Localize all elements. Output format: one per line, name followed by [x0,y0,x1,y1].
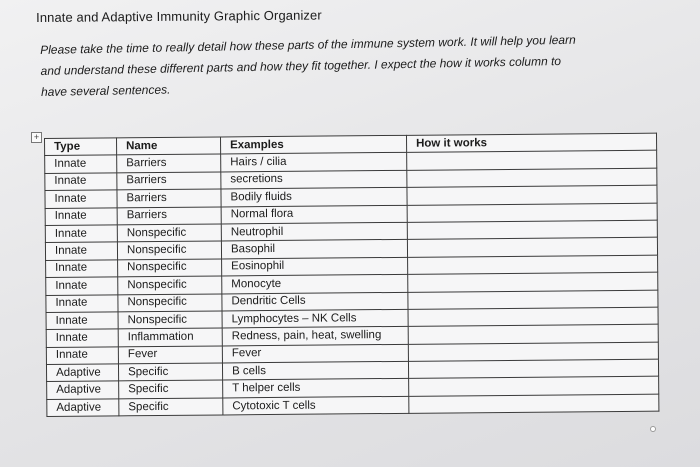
cell-name[interactable]: Nonspecific [118,293,222,311]
cell-name[interactable]: Specific [118,363,222,381]
cell-type[interactable]: Innate [45,190,117,208]
cell-example[interactable]: Cytotoxic T cells [223,396,409,415]
cell-name[interactable]: Nonspecific [117,224,221,242]
cell-example[interactable]: Dendritic Cells [222,292,408,311]
cell-how-it-works[interactable] [407,168,657,188]
cell-example[interactable]: secretions [221,170,407,189]
cell-type[interactable]: Innate [45,225,117,243]
instructions-paragraph [40,28,681,103]
header-how-it-works: How it works [406,133,656,153]
cell-example[interactable]: Redness, pain, heat, swelling [222,327,408,346]
header-name: Name [117,137,221,155]
cell-type[interactable]: Innate [46,312,118,330]
cell-example[interactable]: Fever [222,344,408,363]
cell-name[interactable]: Fever [118,346,222,364]
cell-how-it-works[interactable] [408,307,658,327]
cell-example[interactable]: Hairs / cilia [221,153,407,172]
organizer-table [44,133,659,418]
cell-type[interactable]: Adaptive [47,399,119,417]
cell-example[interactable]: Monocyte [222,274,408,293]
cell-type[interactable]: Adaptive [46,364,118,382]
instructions-line: Please take the time to really detail how these parts of the immune system work. It will help you learn [40,32,576,57]
cell-how-it-works[interactable] [407,185,657,205]
cell-name[interactable]: Barriers [117,172,221,190]
cell-example[interactable]: T helper cells [223,379,409,398]
cell-type[interactable]: Innate [45,242,117,260]
document-title: Innate and Adaptive Immunity Graphic Organizer [36,7,322,25]
cell-name[interactable]: Specific [119,398,223,416]
cell-type[interactable]: Innate [46,260,118,278]
cell-type[interactable]: Innate [46,329,118,347]
cell-how-it-works[interactable] [407,151,657,171]
cell-type[interactable]: Innate [45,207,117,225]
cell-name[interactable]: Nonspecific [118,311,222,329]
cell-example[interactable]: Neutrophil [221,222,407,241]
cell-example[interactable]: Basophil [221,240,407,259]
cell-how-it-works[interactable] [408,342,658,362]
cell-name[interactable]: Barriers [117,207,221,225]
cell-example[interactable]: B cells [222,361,408,380]
cell-type[interactable]: Innate [45,173,117,191]
cell-name[interactable]: Inflammation [118,328,222,346]
cell-how-it-works[interactable] [407,220,657,240]
instructions-line: and understand these different parts and how they fit together. I expect the how it works column to [40,54,562,78]
cell-how-it-works[interactable] [408,324,658,344]
cell-example[interactable]: Lymphocytes – NK Cells [222,309,408,328]
cell-how-it-works[interactable] [409,377,659,397]
cell-name[interactable]: Nonspecific [117,241,221,259]
cell-type[interactable]: Innate [45,155,117,173]
cell-name[interactable]: Barriers [117,189,221,207]
organizer-table-wrapper [44,133,659,418]
cell-example[interactable]: Eosinophil [222,257,408,276]
table-move-handle-icon[interactable]: + [31,132,42,143]
cell-type[interactable]: Innate [46,294,118,312]
cell-how-it-works[interactable] [408,255,658,275]
cell-how-it-works[interactable] [408,359,658,379]
cell-how-it-works[interactable] [407,237,657,257]
cell-name[interactable]: Barriers [117,154,221,172]
cell-example[interactable]: Normal flora [221,205,407,224]
header-type: Type [45,138,117,156]
cell-type[interactable]: Adaptive [47,381,119,399]
cell-how-it-works[interactable] [407,203,657,223]
cell-type[interactable]: Innate [46,277,118,295]
instructions-line: have several sentences. [40,82,171,99]
cell-name[interactable]: Nonspecific [118,276,222,294]
cell-how-it-works[interactable] [409,394,659,414]
cell-how-it-works[interactable] [408,272,658,292]
table-resize-handle[interactable] [650,426,656,432]
cell-name[interactable]: Nonspecific [118,259,222,277]
cell-name[interactable]: Specific [119,380,223,398]
cell-example[interactable]: Bodily fluids [221,188,407,207]
cell-how-it-works[interactable] [408,290,658,310]
cell-type[interactable]: Innate [46,347,118,365]
header-examples: Examples [220,135,406,154]
